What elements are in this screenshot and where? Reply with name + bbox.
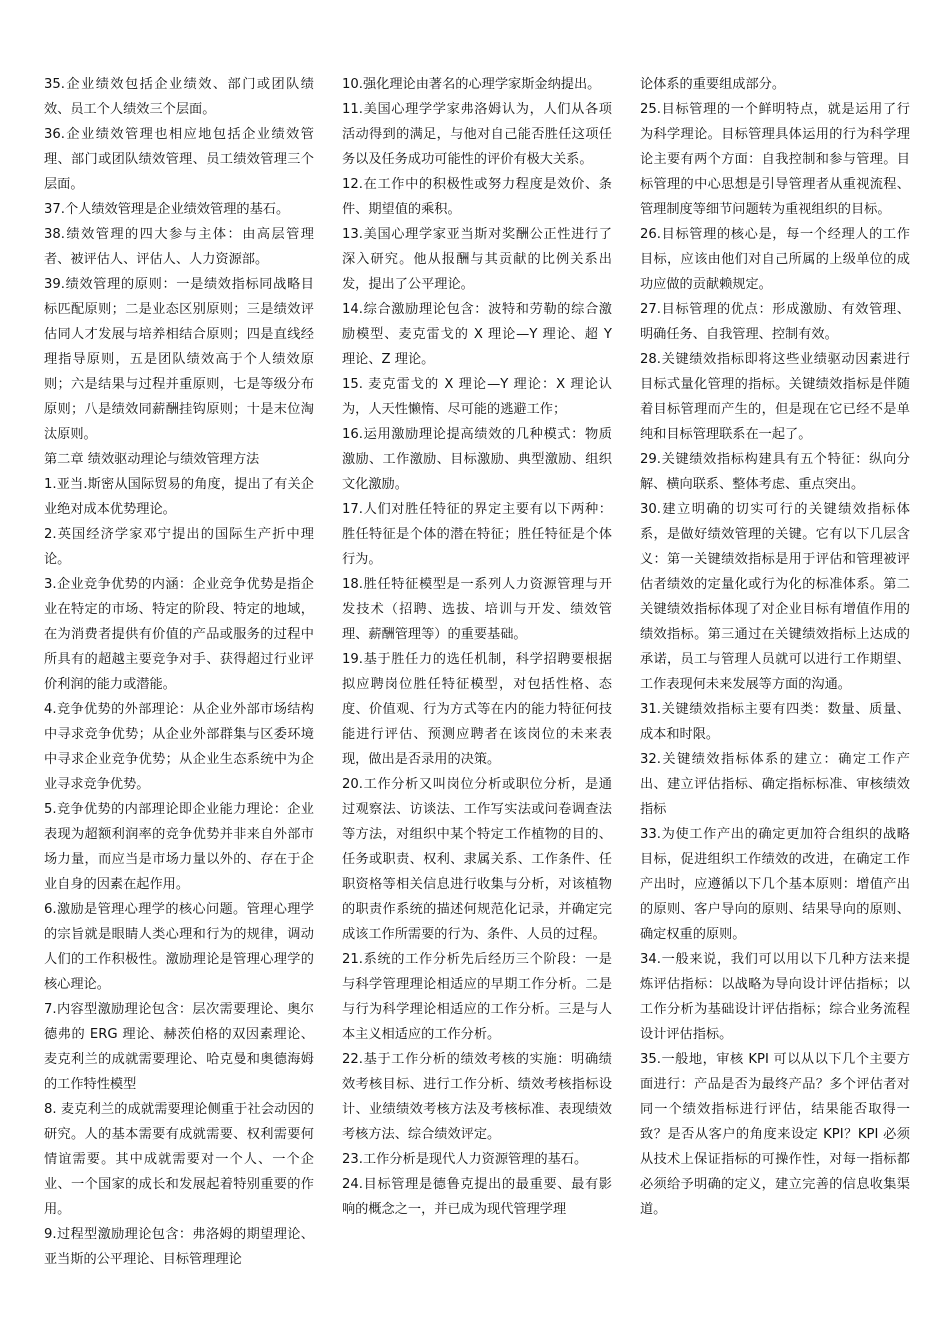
paragraph: 1.亚当.斯密从国际贸易的角度，提出了有关企业绝对成本优势理论。 — [44, 477, 314, 517]
paragraph: 21.系统的工作分析先后经历三个阶段：一是与科学管理理论相适应的早期工作分析。二是与行为科学理论相适应的工作分析。三是与人本主义相适应的工作分析。 — [342, 952, 612, 1042]
paragraph: 26.目标管理的核心是，每一个经理人的工作目标，应该由他们对自己所属的上级单位的成功应做的贡献赖规定。 — [640, 227, 910, 292]
paragraph: 29.关键绩效指标构建具有五个特征：纵向分解、横向联系、整体考虑、重点突出。 — [640, 452, 910, 492]
column-left — [44, 72, 314, 1272]
column-middle — [342, 72, 612, 1272]
paragraph: 23.工作分析是现代人力资源管理的基石。 — [342, 1152, 588, 1167]
paragraph: 22.基于工作分析的绩效考核的实施：明确绩效考核目标、进行工作分析、绩效考核指标设计、业绩绩效考核方法及考核标准、表现绩效考核方法、综合绩效评定。 — [342, 1052, 612, 1142]
paragraph: 3.企业竞争优势的内涵：企业竞争优势是指企业在特定的市场、特定的阶段、特定的地域，在为消费者提供有价值的产品或服务的过程中所具有的超越主要竞争对手、获得超过行业评价利润的能力或潜能。 — [44, 577, 314, 692]
paragraph: 16.运用激励理论提高绩效的几种模式：物质激励、工作激励、目标激励、典型激励、组织文化激励。 — [342, 427, 612, 492]
paragraph: 18.胜任特征模型是一系列人力资源管理与开发技术（招聘、选拔、培训与开发、绩效管理、薪酬管理等）的重要基础。 — [342, 577, 612, 642]
paragraph: 28.关键绩效指标即将这些业绩驱动因素进行目标式量化管理的指标。关键绩效指标是伴随着目标管理而产生的，但是现在它已经不是单纯和目标管理联系在一起了。 — [640, 352, 910, 442]
paragraph: 15. 麦克雷戈的 X 理论—Y 理论：X 理论认为，人天性懒惰、尽可能的逃避工作； — [342, 377, 612, 417]
column-right — [640, 72, 910, 1272]
paragraph: 24.目标管理是德鲁克提出的最重要、最有影响的概念之一，并已成为现代管理学理 — [342, 1177, 612, 1217]
paragraph: 12.在工作中的积极性或努力程度是效价、条件、期望值的乘积。 — [342, 177, 612, 217]
paragraph: 19.基于胜任力的选任机制，科学招聘要根据拟应聘岗位胜任特征模型，对包括性格、态度、价值观、行为方式等在内的能力特征何技能进行评估、预测应聘者在该岗位的未来表现，做出是否录用的决策。 — [342, 652, 612, 767]
paragraph: 8. 麦克利兰的成就需要理论侧重于社会动因的研究。人的基本需要有成就需要、权利需要何情谊需要。其中成就需要对一个人、一个企业、一个国家的成长和发展起着特别重要的作用。 — [44, 1102, 314, 1217]
paragraph: 33.为使工作产出的确定更加符合组织的战略目标，促进组织工作绩效的改进，在确定工作产出时，应遵循以下几个基本原则：增值产出的原则、客户导向的原则、结果导向的原则、确定权重的原则。 — [640, 827, 910, 942]
paragraph: 11.美国心理学学家弗洛姆认为，人们从各项活动得到的满足，与他对自己能否胜任这项任务以及任务成功可能性的评价有极大关系。 — [342, 102, 612, 167]
paragraph: 论体系的重要组成部分。 — [640, 77, 786, 92]
paragraph: 4.竞争优势的外部理论：从企业外部市场结构中寻求竞争优势；从企业外部群集与区委环境中寻求企业竞争优势；从企业生态系统中为企业寻求竞争优势。 — [44, 702, 314, 792]
paragraph: 39.绩效管理的原则：一是绩效指标同战略目标匹配原则；二是业态区别原则；三是绩效评估同人才发展与培养相结合原则；四是直线经理指导原则，五是团队绩效高于个人绩效原则；六是结果与过程并重原则，七是等级分布原则；八是绩效同薪酬挂钩原则；十是末位淘汰原则。 — [44, 277, 314, 442]
paragraph: 32.关键绩效指标体系的建立：确定工作产出、建立评估指标、确定指标标准、审核绩效指标 — [640, 752, 910, 817]
paragraph: 38.绩效管理的四大参与主体：由高层管理者、被评估人、评估人、人力资源部。 — [44, 227, 314, 267]
paragraph: 20.工作分析又叫岗位分析或职位分析，是通过观察法、访谈法、工作写实法或问卷调查法等方法，对组织中某个特定工作植物的目的、任务或职责、权利、隶属关系、工作条件、任职资格等相关信息进行收集与分析，对该植物的职责作系统的描述何规范化记录，并确定完成该工作所需要的行为、条件、人员的过程。 — [342, 777, 612, 942]
paragraph: 14.综合激励理论包含：波特和劳勒的综合激励模型、麦克雷戈的 X 理论—Y 理论、超 Y 理论、Z 理论。 — [342, 302, 612, 367]
paragraph: 17.人们对胜任特征的界定主要有以下两种：胜任特征是个体的潜在特征；胜任特征是个体行为。 — [342, 502, 612, 567]
paragraph: 第二章 绩效驱动理论与绩效管理方法 — [44, 452, 260, 467]
paragraph: 5.竞争优势的内部理论即企业能力理论：企业表现为超额利润率的竞争优势并非来自外部市场力量，而应当是市场力量以外的、存在于企业自身的因素在起作用。 — [44, 802, 314, 892]
paragraph: 6.激励是管理心理学的核心问题。管理心理学的宗旨就是眼睛人类心理和行为的规律，调动人们的工作积极性。激励理论是管理心理学的核心理论。 — [44, 902, 314, 992]
paragraph: 35.一般地，审核 KPI 可以从以下几个主要方面进行：产品是否为最终产品？多个评估者对同一个绩效指标进行评估，结果能否取得一致？是否从客户的角度来设定 KPI？KPI 必须从技术上保证指标的可操作性，对每一指标都必须给予明确的定义，建立完善的信息收集渠道。 — [640, 1052, 910, 1217]
paragraph: 25.目标管理的一个鲜明特点，就是运用了行为科学理论。目标管理具体运用的行为科学理论主要有两个方面：自我控制和参与管理。目标管理的中心思想是引导管理者从重视流程、管理制度等细节问题转为重视组织的目标。 — [640, 102, 910, 217]
paragraph: 7.内容型激励理论包含：层次需要理论、奥尔德弗的 ERG 理论、赫茨伯格的双因素理论、麦克利兰的成就需要理论、哈克曼和奥德海姆的工作特性模型 — [44, 1002, 314, 1092]
paragraph: 36.企业绩效管理也相应地包括企业绩效管理、部门或团队绩效管理、员工绩效管理三个层面。 — [44, 127, 314, 192]
paragraph: 27.目标管理的优点：形成激励、有效管理、明确任务、自我管理、控制有效。 — [640, 302, 910, 342]
paragraph: 31.关键绩效指标主要有四类：数量、质量、成本和时限。 — [640, 702, 910, 742]
paragraph: 10.强化理论由著名的心理学家斯金纳提出。 — [342, 77, 601, 92]
paragraph: 34.一般来说，我们可以用以下几种方法来提炼评估指标：以战略为导向设计评估指标；以工作分析为基础设计评估指标；综合业务流程设计评估指标。 — [640, 952, 910, 1042]
text-columns — [44, 72, 910, 1272]
paragraph: 37.个人绩效管理是企业绩效管理的基石。 — [44, 202, 290, 217]
paragraph: 35.企业绩效包括企业绩效、部门或团队绩效、员工个人绩效三个层面。 — [44, 77, 314, 117]
paragraph: 13.美国心理学家亚当斯对奖酬公正性进行了深入研究。他从报酬与其贡献的比例关系出发，提出了公平理论。 — [342, 227, 612, 292]
paragraph: 2.英国经济学家邓宁提出的国际生产折中理论。 — [44, 527, 314, 567]
paragraph: 9.过程型激励理论包含：弗洛姆的期望理论、亚当斯的公平理论、目标管理理论 — [44, 1227, 314, 1267]
paragraph: 30.建立明确的切实可行的关键绩效指标体系，是做好绩效管理的关键。它有以下几层含义：第一关键绩效指标是用于评估和管理被评估者绩效的定量化或行为化的标准体系。第二关键绩效指标体现了对企业目标有增值作用的绩效指标。第三通过在关键绩效指标上达成的承诺，员工与管理人员就可以进行工作期望、工作表现何未来发展等方面的沟通。 — [640, 502, 910, 692]
